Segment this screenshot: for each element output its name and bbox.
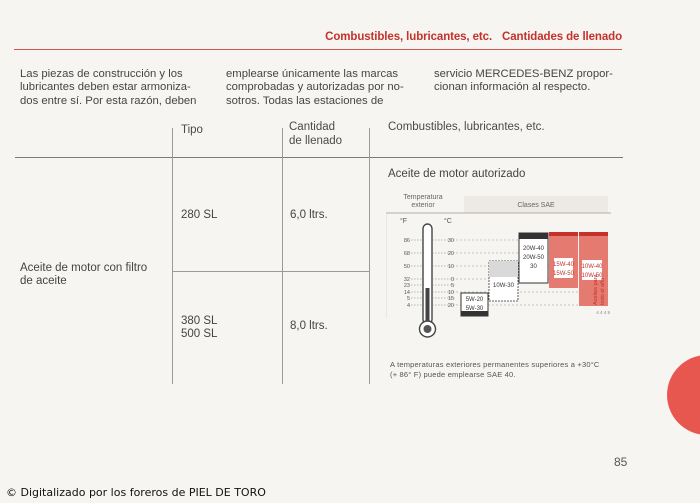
page-number: 85: [614, 455, 628, 469]
header-cantidad-line: de llenado: [289, 134, 343, 147]
footnote-line: (+ 86° F) puede emplearse SAE 40.: [390, 369, 516, 379]
thumb-tab: [667, 355, 700, 435]
header-cantidad: [289, 121, 342, 148]
subsection-title: Cantidades de llenado: [502, 31, 622, 43]
footnote-line: A temperaturas exteriores permanentes superiores a +30°C: [390, 360, 600, 369]
row2-tipo: [181, 315, 217, 341]
grade-label: 10W-40: [581, 264, 603, 270]
thermometer-bulb-fill: [424, 325, 432, 333]
c-tick-label: 20: [447, 251, 454, 257]
header-tipo: Tipo: [181, 124, 203, 136]
grade-bar-10w-top: [579, 232, 608, 236]
classes-label: Clases SAE: [517, 202, 555, 209]
grade-bar-20w-top: [519, 233, 548, 239]
figure-code: 4 4 4 9: [596, 310, 610, 315]
table-header-rule: [15, 157, 623, 158]
c-tick-label: 5: [450, 283, 454, 289]
viscosity-diagram: [386, 188, 616, 350]
f-tick-label: 68: [403, 251, 410, 257]
intro-column-2: [226, 68, 404, 108]
intro-line: Las piezas de construcción y los: [20, 68, 183, 80]
c-tick-label: 10: [447, 290, 454, 296]
row-label-line: de aceite: [20, 275, 67, 287]
f-tick-label: 50: [403, 264, 410, 270]
grade-label: 30: [530, 264, 537, 270]
intro-line: dos entre sí. Por esta razón, deben: [20, 94, 197, 107]
grade-label: 5W-30: [465, 306, 484, 312]
column-divider: [282, 128, 283, 384]
column-divider: [172, 128, 173, 384]
grade-label: 10W-50: [581, 273, 603, 279]
year-round-note: Aceites para: [593, 274, 599, 305]
footnote: [390, 360, 600, 379]
intro-line: lubricantes deben estar armoniza-: [20, 81, 191, 94]
temp-label-line: Temperatura: [403, 194, 443, 201]
c-tick-label: 0: [450, 277, 454, 283]
c-tick-label: 30: [447, 238, 454, 244]
row1-cantidad: 6,0 ltrs.: [290, 209, 328, 221]
year-round-note: todo el año: [600, 277, 606, 305]
header-cantidad-line: Cantidad: [289, 121, 336, 133]
subheading-aceite: Aceite de motor autorizado: [388, 168, 526, 180]
celsius-scale: [448, 238, 454, 309]
f-tick-label: 23: [403, 283, 410, 289]
f-tick-label: 14: [403, 290, 410, 296]
grade-bar-10w30-shade: [489, 261, 518, 277]
row1-tipo: 280 SL: [181, 209, 218, 221]
unit-c: °C: [444, 218, 452, 225]
f-tick-label: 5: [406, 296, 410, 302]
f-tick-label: 86: [403, 238, 410, 244]
f-tick-label: 32: [403, 277, 410, 283]
intro-line: sotros. Todas las estaciones de: [226, 94, 384, 107]
row-divider: [172, 271, 369, 272]
column-divider: [369, 128, 370, 384]
grade-label: 20W-40: [523, 246, 544, 252]
intro-line: cionan información al respecto.: [434, 81, 591, 94]
header-rule: [14, 49, 622, 50]
section-header: [325, 31, 622, 43]
grade-label: 15W-40: [553, 262, 574, 268]
row2-tipo-line: 500 SL: [181, 328, 218, 340]
c-tick-label: 10: [447, 264, 454, 270]
intro-line: emplearse únicamente las marcas: [226, 68, 399, 80]
unit-f: °F: [400, 218, 408, 225]
grade-label: 15W-50: [553, 271, 574, 277]
grade-label: 5W-20: [465, 297, 484, 303]
grade-label: 20W-50: [523, 255, 544, 261]
c-tick-label: 15: [447, 296, 454, 302]
row2-tipo-line: 380 SL: [181, 315, 218, 327]
row2-cantidad: 8,0 ltrs.: [290, 320, 328, 332]
fahrenheit-scale: [404, 238, 410, 309]
intro-line: servicio MERCEDES-BENZ propor-: [434, 68, 613, 80]
grade-bar-15w-top: [549, 232, 578, 236]
intro-line: comprobadas y autorizadas por no-: [226, 81, 404, 94]
scan-credit: © Digitalizado por los foreros de PIEL DE TORO: [6, 486, 266, 499]
intro-column-3: [434, 68, 613, 95]
section-title: Combustibles, lubricantes, etc.: [325, 31, 493, 43]
row-label: [20, 262, 147, 288]
header-combustibles: Combustibles, lubricantes, etc.: [388, 121, 545, 133]
intro-column-1: [20, 68, 196, 108]
c-tick-label: 20: [447, 303, 454, 309]
grade-label: 10W-30: [493, 283, 514, 289]
f-tick-label: 4: [406, 303, 410, 309]
thermometer-mercury: [426, 288, 430, 324]
row-label-line: Aceite de motor con filtro: [20, 262, 148, 274]
temp-label-line: exterior: [411, 202, 435, 209]
